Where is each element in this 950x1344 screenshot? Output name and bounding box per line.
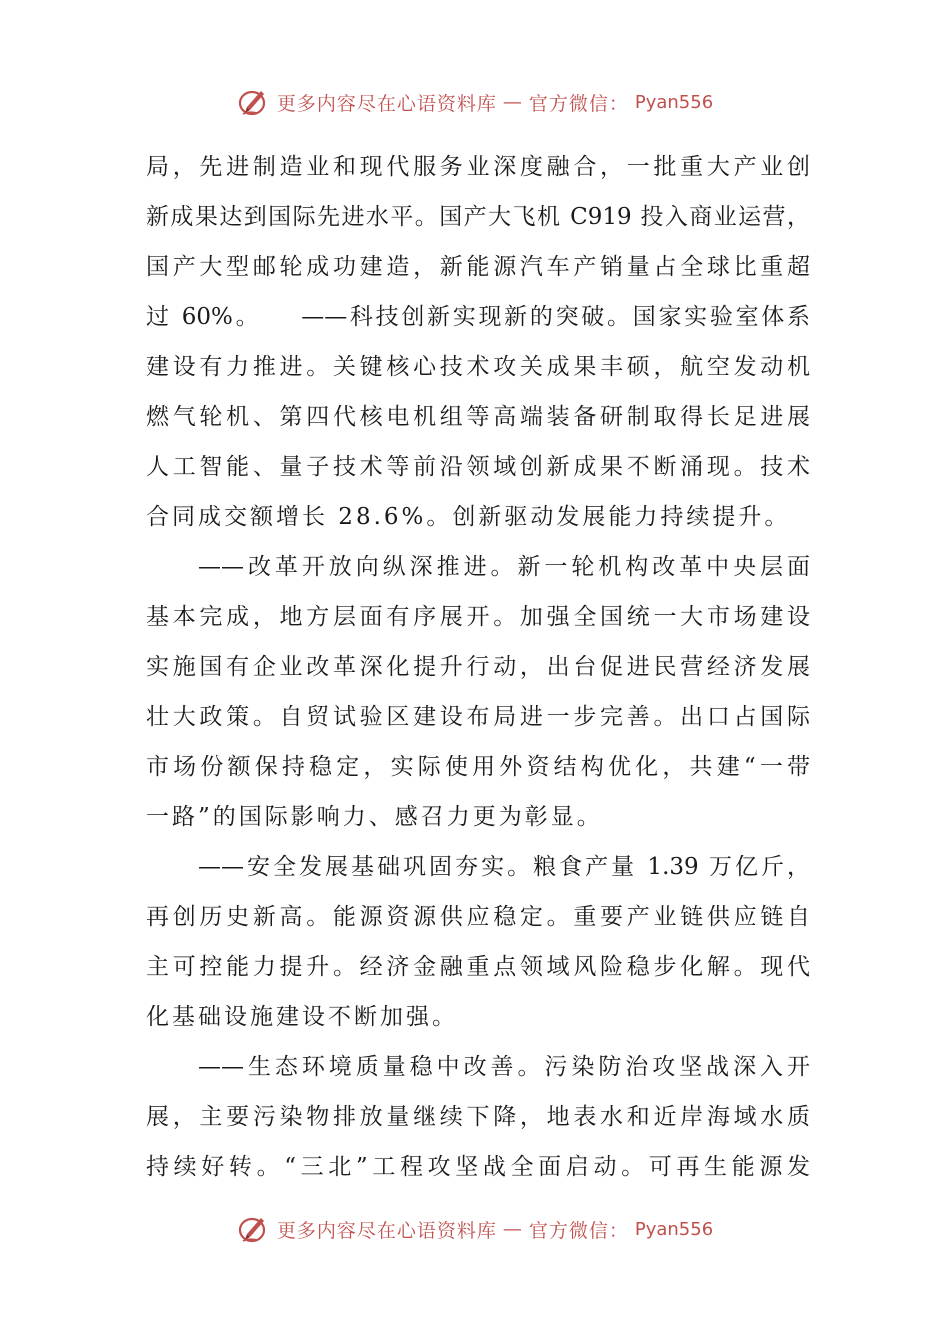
body-line: 再创历史新高。能源资源供应稳定。重要产业链供应链自 <box>146 904 810 930</box>
body-line: ——改革开放向纵深推进。新一轮机构改革中央层面 <box>198 554 810 580</box>
body-line: 局，先进制造业和现代服务业深度融合，一批重大产业创 <box>146 154 810 180</box>
document-body <box>146 142 810 1192</box>
body-line: 基本完成，地方层面有序展开。加强全国统一大市场建设 <box>146 604 810 630</box>
watermark-dash: — <box>502 91 523 113</box>
body-line: 一路”的国际影响力、感召力更为彰显。 <box>146 804 603 830</box>
watermark-brand: 更多内容尽在心语资料库 <box>276 1219 497 1242</box>
body-line: 国产大型邮轮成功建造，新能源汽车产销量占全球比重超 <box>146 254 810 280</box>
body-line: 壮大政策。自贸试验区建设布局进一步完善。出口占国际 <box>146 704 810 730</box>
body-line: 新成果达到国际先进水平。国产大飞机 C919 投入商业运营， <box>146 204 810 230</box>
watermark-wechat-label: 官方微信： <box>528 1219 629 1242</box>
watermark-wechat-id: Pyan556 <box>634 91 714 113</box>
body-line: 展，主要污染物排放量继续下降，地表水和近岸海域水质 <box>146 1104 810 1130</box>
body-line: 人工智能、量子技术等前沿领域创新成果不断涌现。技术 <box>146 454 810 480</box>
body-line: 过 60%。 ——科技创新实现新的突破。国家实验室体系 <box>146 304 810 330</box>
body-line: 实施国有企业改革深化提升行动，出台促进民营经济发展 <box>146 654 810 680</box>
body-line: ——安全发展基础巩固夯实。粮食产量 1.39 万亿斤， <box>198 854 810 880</box>
footer-watermark <box>0 1209 950 1249</box>
header-watermark <box>0 82 950 122</box>
body-line: 建设有力推进。关键核心技术攻关成果丰硕，航空发动机 <box>146 354 810 380</box>
body-line: 合同成交额增长 28.6%。创新驱动发展能力持续提升。 <box>146 504 791 530</box>
body-line: 市场份额保持稳定，实际使用外资结构优化，共建“一带 <box>146 754 810 780</box>
pen-logo-icon <box>237 85 271 119</box>
pen-logo-icon <box>237 1212 271 1246</box>
watermark-wechat-id: Pyan556 <box>634 1218 714 1240</box>
body-line: 燃气轮机、第四代核电机组等高端装备研制取得长足进展 <box>146 404 810 430</box>
watermark-brand: 更多内容尽在心语资料库 <box>276 92 497 115</box>
body-line: ——生态环境质量稳中改善。污染防治攻坚战深入开 <box>198 1054 810 1080</box>
body-line: 化基础设施建设不断加强。 <box>146 1004 458 1030</box>
body-line: 持续好转。“三北”工程攻坚战全面启动。可再生能源发 <box>146 1154 810 1180</box>
body-line: 主可控能力提升。经济金融重点领域风险稳步化解。现代 <box>146 954 810 980</box>
watermark-dash: — <box>502 1218 523 1240</box>
watermark-wechat-label: 官方微信： <box>528 92 629 115</box>
